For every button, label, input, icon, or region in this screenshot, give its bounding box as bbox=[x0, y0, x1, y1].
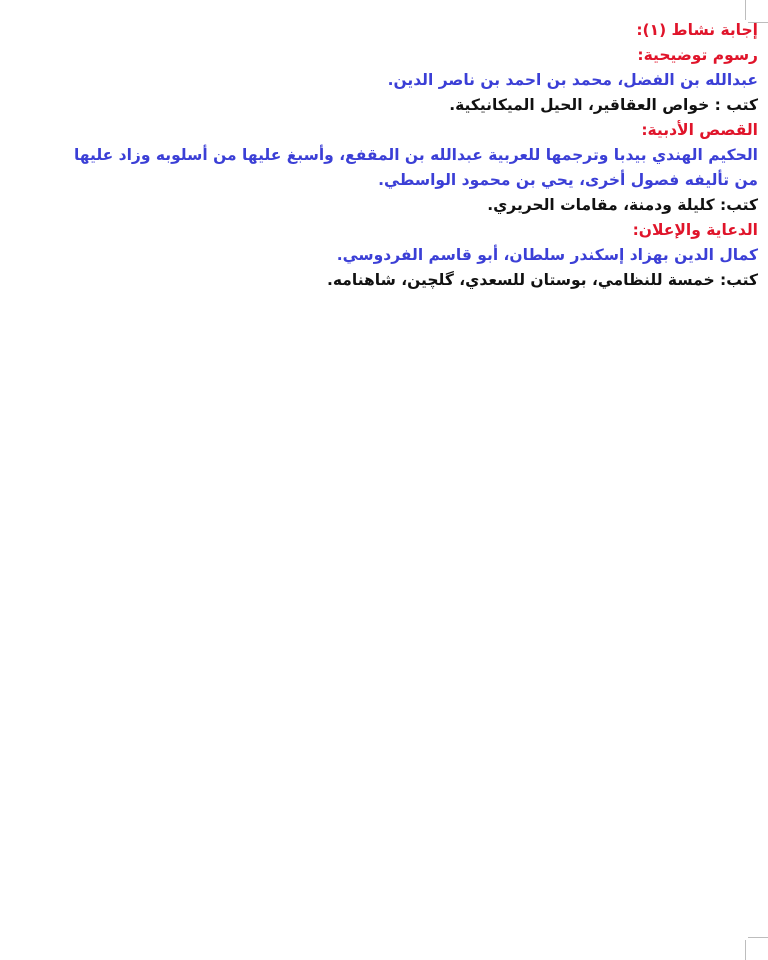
section-books-advertising: كتب: خمسة للنظامي، بوستان للسعدي، گلچين، شاهنامه. bbox=[326, 271, 758, 289]
crop-mark bbox=[745, 940, 746, 960]
section-books-literary-stories: كتب: كليلة ودمنة، مقامات الحريري. bbox=[487, 196, 758, 214]
section-names-literary-stories: الحكيم الهندي بيدبا وترجمها للعربية عبدالله بن المقفع، وأسبغ عليها من أسلوبه وزاد عليها من تأليفه فصول أخرى، يحي بن محمود الواسطي. bbox=[73, 146, 758, 189]
section-title-advertising: الدعاية والإعلان: bbox=[632, 221, 758, 239]
section-title-literary-stories: القصص الأدبية: bbox=[641, 121, 758, 139]
crop-mark bbox=[745, 0, 746, 20]
document-body bbox=[46, 18, 758, 293]
section-names-advertising: كمال الدين بهزاد إسكندر سلطان، أبو قاسم الفردوسي. bbox=[336, 246, 758, 264]
activity-answer-heading: إجابة نشاط (١): bbox=[636, 21, 758, 39]
crop-mark bbox=[748, 937, 768, 938]
section-books-illustrations: كتب : خواص العقاقير، الحيل الميكانيكية. bbox=[449, 96, 758, 114]
section-names-illustrations: عبدالله بن الفضل، محمد بن احمد بن ناصر الدين. bbox=[387, 71, 758, 89]
section-title-illustrations: رسوم توضيحية: bbox=[637, 46, 758, 64]
